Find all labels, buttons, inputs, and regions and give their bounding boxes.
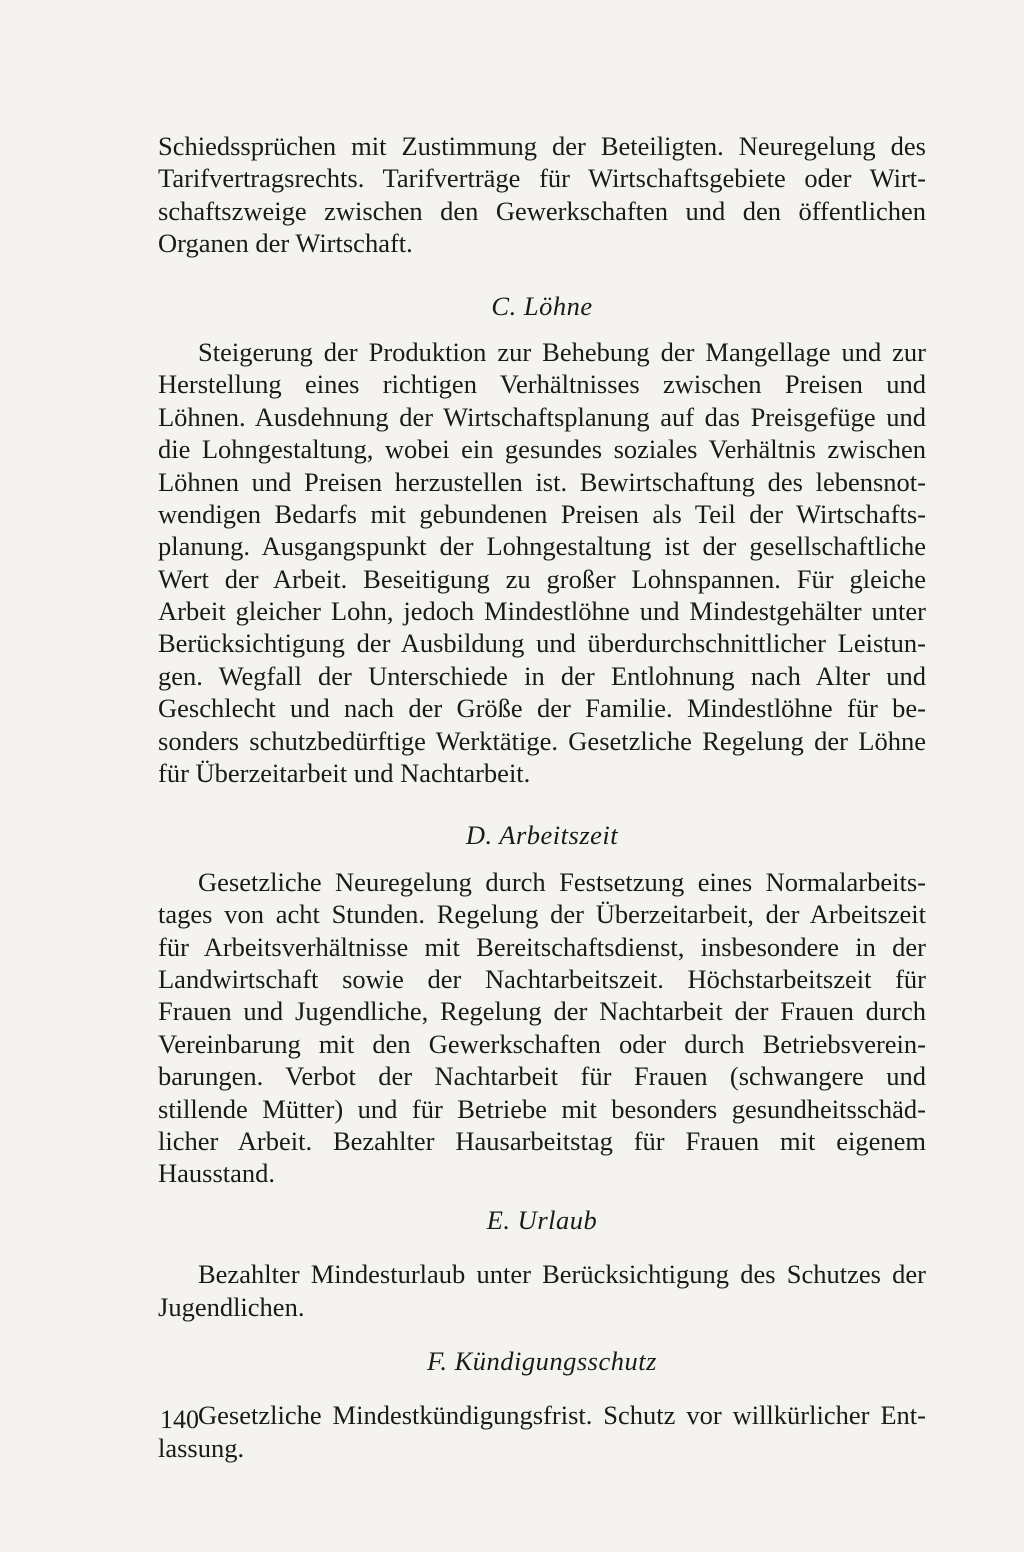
text-line: gen. Wegfall der Unterschiede in der Entlohnung nach Alter und: [158, 660, 926, 691]
text-line: Wert der Arbeit. Beseitigung zu großer Lohnspannen. Für gleiche: [158, 563, 926, 594]
intro-paragraph: [158, 130, 926, 260]
text-line: Tarifvertragsrechts. Tarifverträge für Wirtschaftsgebiete oder Wirt-: [158, 163, 926, 194]
text-line: die Lohngestaltung, wobei ein gesundes soziales Verhältnis zwischen: [158, 434, 926, 465]
text-line: licher Arbeit. Bezahlter Hausarbeitstag für Frauen mit eigenem: [158, 1125, 926, 1156]
text-line: Landwirtschaft sowie der Nachtarbeitszeit. Höchstarbeitszeit für: [158, 963, 926, 994]
text-line: Gesetzliche Mindestkündigungsfrist. Schutz vor willkürlicher Ent-: [198, 1400, 926, 1431]
text-line: Löhnen und Preisen herzustellen ist. Bewirtschaftung des lebensnot-: [158, 466, 926, 497]
text-line: Vereinbarung mit den Gewerkschaften oder durch Betriebsverein-: [158, 1028, 926, 1059]
text-line: Geschlecht und nach der Größe der Familie. Mindestlöhne für be-: [158, 693, 926, 724]
text-line: Arbeit gleicher Lohn, jedoch Mindestlöhne und Mindestgehälter unter: [158, 596, 926, 627]
text-line: wendigen Bedarfs mit gebundenen Preisen als Teil der Wirtschafts-: [158, 498, 926, 529]
page-number: 140: [160, 1405, 199, 1434]
text-line: barungen. Verbot der Nachtarbeit für Frauen (schwangere und: [158, 1061, 926, 1092]
text-line: Frauen und Jugendliche, Regelung der Nachtarbeit der Frauen durch: [158, 996, 926, 1027]
text-line: planung. Ausgangspunkt der Lohngestaltung ist der gesellschaftliche: [158, 531, 926, 562]
text-line: Bezahlter Mindesturlaub unter Berücksichtigung des Schutzes der: [198, 1259, 926, 1290]
text-line: Schiedssprüchen mit Zustimmung der Beteiligten. Neuregelung des: [158, 131, 926, 161]
paragraph-kuendigungsschutz: [158, 1399, 926, 1464]
section-heading-urlaub: E. Urlaub: [486, 1204, 598, 1235]
text-line: schaftszweige zwischen den Gewerkschaften und den öffentlichen: [158, 195, 926, 226]
text-line: Berücksichtigung der Ausbildung und überdurchschnittlicher Leistun-: [158, 628, 926, 659]
section-heading-loehne: C. Löhne: [491, 290, 593, 321]
section-heading-arbeitszeit: D. Arbeitszeit: [465, 820, 619, 851]
paragraph-loehne: [158, 336, 926, 789]
text-line: für Arbeitsverhältnisse mit Bereitschaftsdienst, insbesondere in der: [158, 931, 926, 962]
text-line: Jugendlichen.: [158, 1291, 305, 1322]
document-body: [158, 130, 926, 1464]
paragraph-urlaub: [158, 1258, 926, 1323]
text-line: Hausstand.: [158, 1158, 276, 1189]
section-heading-kuendigungsschutz: F. Kündigungsschutz: [427, 1345, 657, 1376]
text-line: für Überzeitarbeit und Nachtarbeit.: [158, 758, 531, 789]
text-line: Löhnen. Ausdehnung der Wirtschaftsplanung auf das Preisgefüge und: [158, 401, 926, 432]
paragraph-arbeitszeit: [158, 866, 926, 1190]
text-line: sonders schutzbedürftige Werktätige. Gesetzliche Regelung der Löhne: [158, 725, 926, 756]
text-line: Gesetzliche Neuregelung durch Festsetzung eines Normalarbeits-: [198, 866, 926, 897]
text-line: lassung.: [158, 1432, 245, 1463]
text-line: stillende Mütter) und für Betriebe mit besonders gesundheitsschäd-: [158, 1093, 926, 1124]
text-line: Herstellung eines richtigen Verhältnisses zwischen Preisen und: [158, 369, 926, 400]
text-line: Steigerung der Produktion zur Behebung der Mangellage und zur: [198, 336, 926, 367]
text-line: Organen der Wirtschaft.: [158, 228, 413, 259]
text-line: tages von acht Stunden. Regelung der Überzeitarbeit, der Arbeitszeit: [158, 899, 926, 930]
